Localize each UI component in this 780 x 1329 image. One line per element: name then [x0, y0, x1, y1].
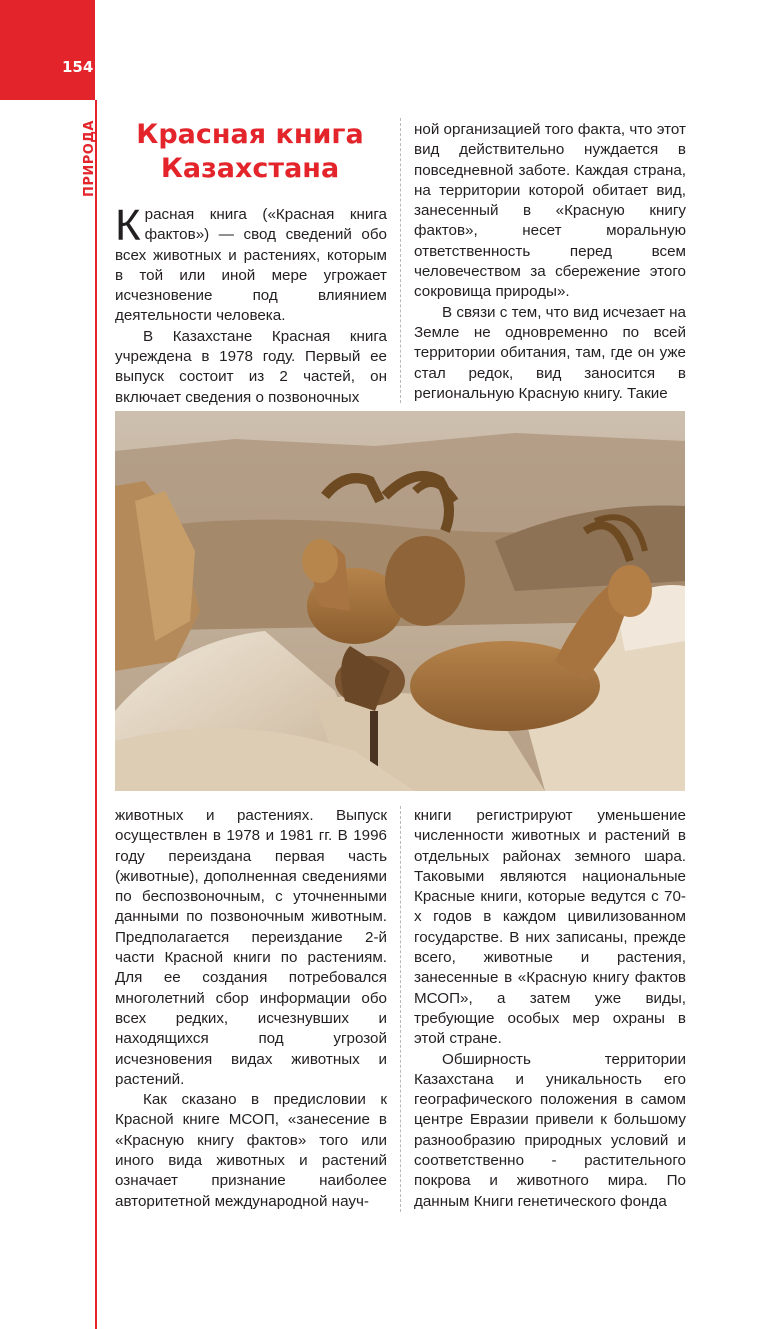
paragraph-intro: [115, 201, 387, 327]
text-column-bottom-right: [414, 806, 686, 1212]
title-line-2: Казахстана: [160, 153, 340, 184]
paragraph: В связи с тем, что вид исчезает на Земле не одновременно по всей территории обитания, там, где он уже стал редок, вид заносится в региональную Красную книгу. Такие: [414, 303, 686, 402]
page-number-block: [0, 0, 95, 100]
section-label: [80, 118, 98, 198]
drop-cap: К: [115, 201, 141, 250]
column-divider-bottom: [400, 806, 401, 1212]
column-divider-top: [400, 118, 401, 403]
section-label-text: ПРИРОДА: [81, 119, 97, 197]
title-line-1: Красная книга: [136, 119, 364, 150]
text-column-top-right: [414, 120, 686, 404]
page-number: 154: [62, 58, 94, 76]
paragraph-intro-text: расная книга («Красная книга фактов») — свод сведений обо всех животных и растениях, которым в той или иной мере угрожает исчезновение под влиянием деятельности человека.: [115, 206, 387, 325]
paragraph: животных и растениях. Выпуск осуществлен в 1978 и 1981 гг. В 1996 году переиздана первая часть (животные), дополненная сведениями по беспозвоночным, с уточненными данными по позвоночным животным. Предполагается переиздание 2-й части Красной книги по растениям. Для ее создания потребовался многолетний сбор информации обо всех редких, исчезнувших и находящихся под угрозой исчезновения видах животных и растений.: [115, 807, 387, 1088]
text-column-top-left: [115, 201, 387, 408]
text-column-bottom-left: [115, 806, 387, 1212]
page-title: [115, 118, 385, 186]
paragraph: Как сказано в предисловии к Красной книге МСОП, «занесение в «Красную книгу фактов» того или иного вида животных и растений означает признание наиболее авторитетной международной науч-: [115, 1091, 387, 1210]
paragraph: Обширность территории Казахстана и уникальность его географического положения в самом центре Евразии привели к большому разнообразию природных условий и соответственно - растительного покрова и животного мира. По данным Книги генетического фонда: [414, 1050, 686, 1210]
ibex-photo: [115, 411, 685, 791]
paragraph: книги регистрируют уменьшение численности животных и растений в отдельных районах земного шара. Таковыми являются национальные Красные книги, которые ведутся с 70-х годов в каждом цивилизованном государстве. В них записаны, прежде всего, животные и растения, занесенные в «Красную книгу фактов МСОП», а затем уже виды, требующие особых мер охраны в этой стране.: [414, 807, 686, 1048]
paragraph: ной организацией того факта, что этот вид действительно нуждается в повседневной заботе. Каждая страна, на территории которой обитает вид, занесенный в «Красную книгу фактов», несет моральную ответственность перед всем человечеством за сбережение этого сокровища природы».: [414, 121, 686, 301]
margin-rule: [95, 100, 97, 1329]
paragraph: В Казахстане Красная книга учреждена в 1978 году. Первый ее выпуск состоит из 2 частей, он включает сведения о позвоночных: [115, 327, 387, 406]
